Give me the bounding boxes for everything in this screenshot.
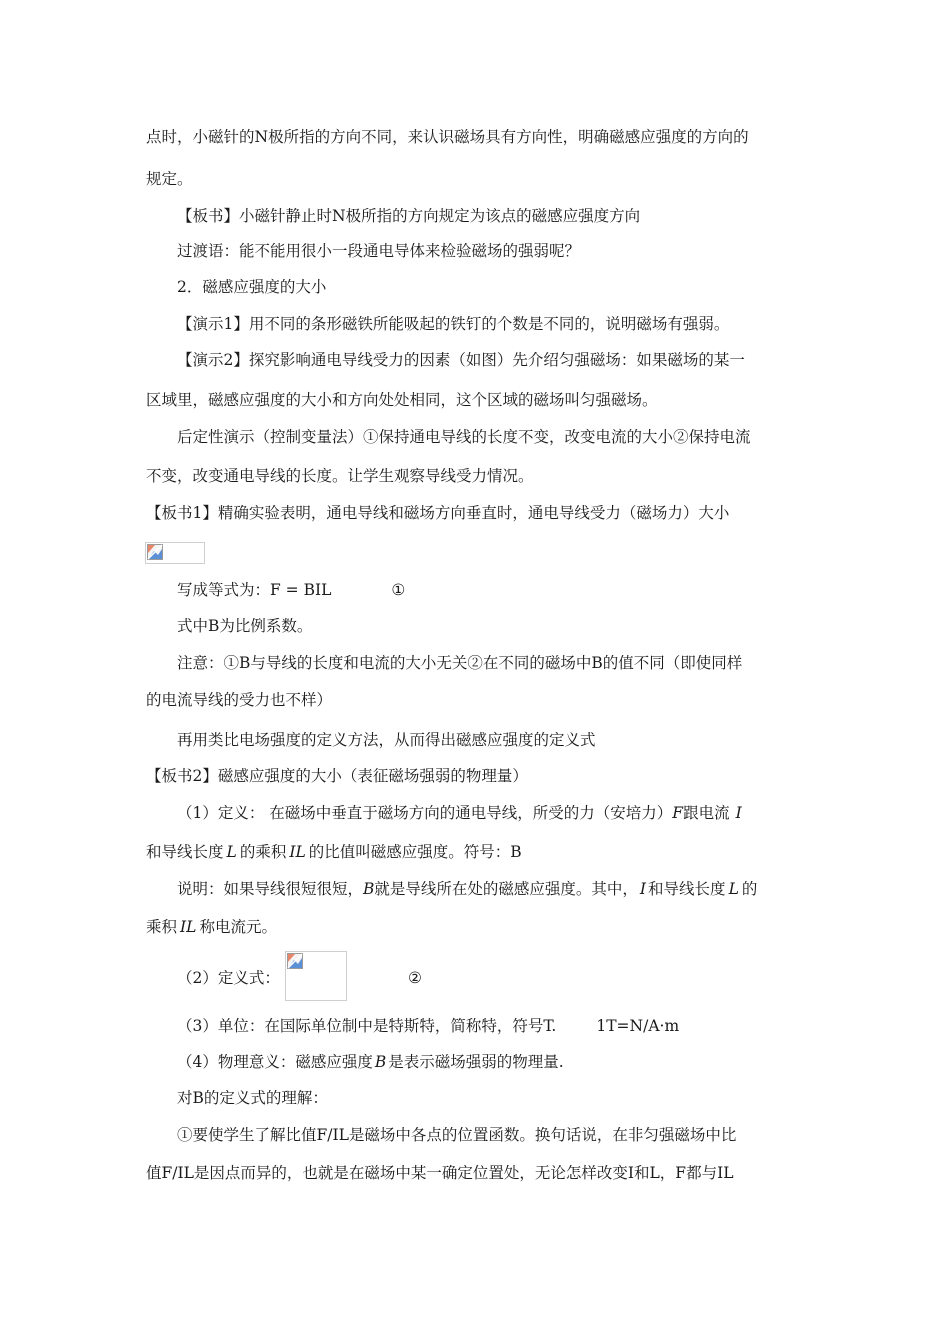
paragraph-line: 再用类比电场强度的定义方法，从而得出磁感应强度的定义式	[177, 731, 596, 749]
definition-formula-label: （2）定义式：	[177, 969, 280, 987]
equation-number: ①	[391, 581, 406, 599]
paragraph-line: 【演示1】用不同的条形磁铁所能吸起的铁钉的个数是不同的，说明磁场有强弱。	[177, 315, 730, 333]
definition-line	[146, 841, 810, 863]
text-span: 的乘积	[239, 843, 287, 861]
symbol-L: L	[226, 843, 237, 861]
paragraph-line: 过渡语：能不能用很小一段通电导体来检验磁场的强弱呢？	[177, 242, 581, 260]
formula-image-placeholder	[145, 542, 205, 564]
paragraph-line: 不变，改变通电导线的长度。让学生观察导线受力情况。	[146, 467, 534, 485]
text-span: （1）定义： 在磁场中垂直于磁场方向的通电导线，所受的力（安培力）	[177, 804, 673, 822]
text-span: 的	[741, 880, 758, 898]
equation-line	[177, 579, 810, 601]
text-span: 的比值叫磁感应强度。符号：B	[308, 843, 522, 861]
text-span: 说明：如果导线很短很短，	[177, 880, 364, 898]
symbol-B: B	[374, 1053, 387, 1071]
paragraph-line: 的电流导线的受力也不样）	[146, 691, 333, 709]
broken-image-icon	[147, 544, 163, 560]
text-span: 和导线长度	[648, 880, 726, 898]
text-span: 是表示磁场强弱的物理量.	[388, 1053, 564, 1071]
symbol-L: L	[728, 880, 739, 898]
symbol-IL: IL	[180, 918, 197, 936]
text-span: （3）单位：在国际单位制中是特斯特，简称特，符号T.	[177, 1017, 557, 1035]
section-heading: 2．磁感应强度的大小	[177, 278, 327, 296]
paragraph-line: 【演示2】探究影响通电导线受力的因素（如图）先介绍匀强磁场：如果磁场的某一	[177, 351, 745, 369]
paragraph-line: 点时，小磁针的N极所指的方向不同，来认识磁场具有方向性，明确磁感应强度的方向的	[146, 128, 749, 146]
text-span: 就是导线所在处的磁感应强度。其中，	[374, 880, 638, 898]
definition-line	[177, 802, 810, 824]
paragraph-line: ①要使学生了解比值F/IL是磁场中各点的位置函数。换句话说，在非匀强磁场中比	[177, 1126, 737, 1144]
unit-formula: 1T=N/A·m	[596, 1017, 680, 1035]
formula-image-placeholder	[285, 951, 347, 1001]
symbol-F: F	[672, 804, 684, 822]
paragraph-line: 【板书1】精确实验表明，通电导线和磁场方向垂直时，通电导线受力（磁场力）大小	[146, 504, 730, 522]
paragraph-line: 【板书2】磁感应强度的大小（表征磁场强弱的物理量）	[146, 767, 528, 785]
text-span: 称电流元。	[199, 918, 277, 936]
text-span: 和导线长度	[146, 843, 224, 861]
paragraph-line: 【板书】小磁针静止时N极所指的方向规定为该点的磁感应强度方向	[177, 207, 641, 225]
paragraph-line: 区域里，磁感应强度的大小和方向处处相同，这个区域的磁场叫匀强磁场。	[146, 391, 658, 409]
symbol-B: B	[363, 880, 375, 898]
text-span: 跟电流	[683, 804, 730, 822]
text-span: 乘积	[146, 918, 178, 936]
paragraph-line: 值F/IL是因点而异的，也就是在磁场中某一确定位置处，无论怎样改变I和L，F都与IL	[146, 1164, 734, 1182]
paragraph-line: 注意：①B与导线的长度和电流的大小无关②在不同的磁场中B的值不同（即使同样	[177, 654, 743, 672]
paragraph-line: 式中B为比例系数。	[177, 617, 313, 635]
broken-image-icon	[287, 953, 303, 969]
equation-text: 写成等式为：F = BIL	[177, 581, 332, 599]
explanation-line	[146, 916, 810, 938]
paragraph-line: 后定性演示（控制变量法）①保持通电导线的长度不变，改变电流的大小②保持电流	[177, 428, 751, 446]
paragraph-line: 规定。	[146, 170, 193, 188]
equation-number: ②	[408, 969, 422, 987]
symbol-IL: IL	[289, 843, 306, 861]
symbol-I: I	[735, 804, 742, 822]
paragraph-line: 对B的定义式的理解：	[177, 1089, 328, 1107]
meaning-line	[177, 1051, 810, 1073]
symbol-I: I	[639, 880, 647, 898]
explanation-line	[177, 878, 810, 900]
unit-line	[177, 1015, 810, 1037]
text-span: （4）物理意义：磁感应强度	[177, 1053, 373, 1071]
